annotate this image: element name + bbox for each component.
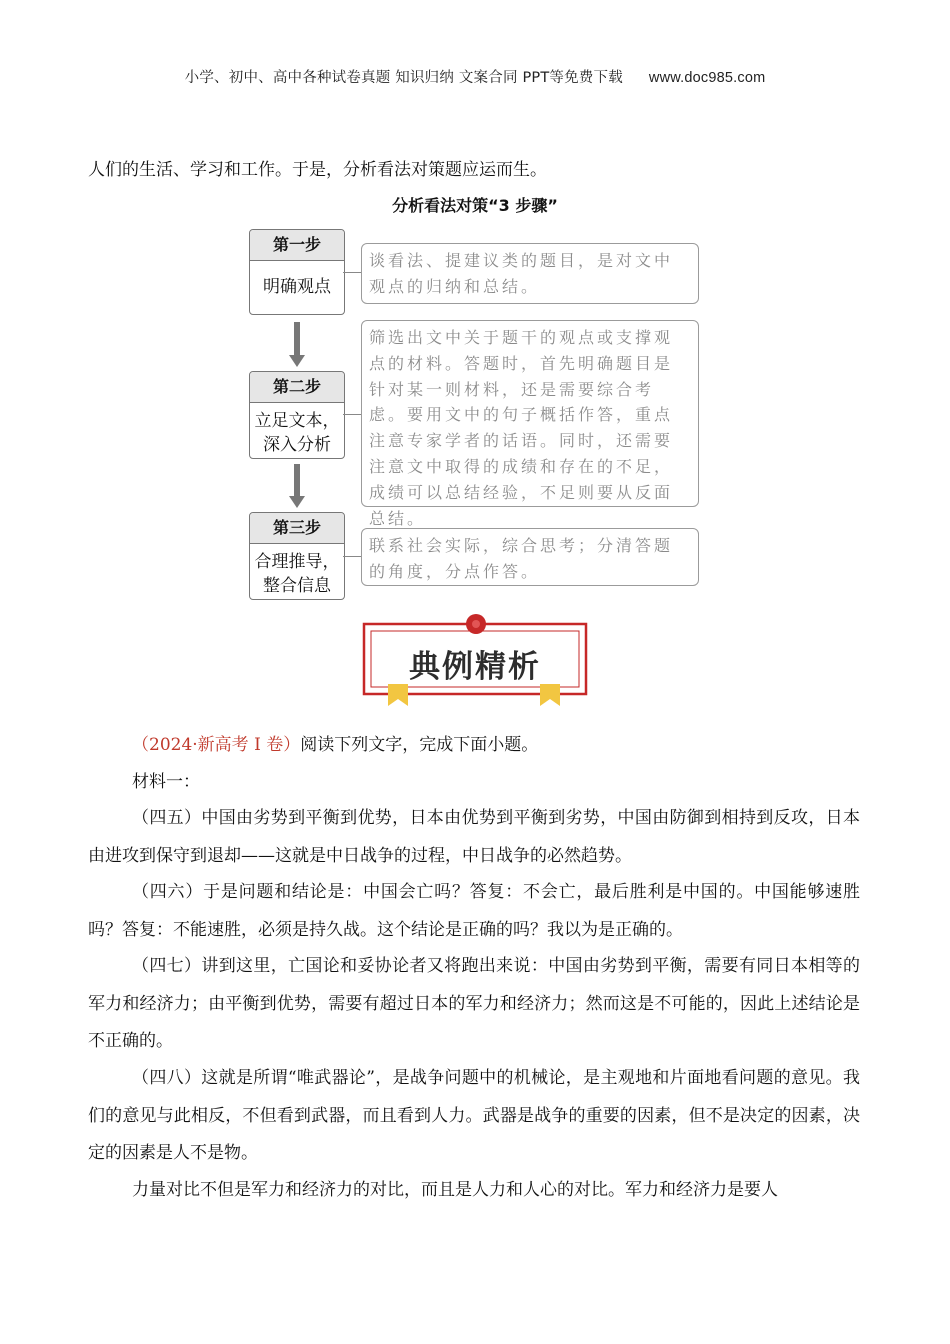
step-2-desc: 筛选出文中关于题干的观点或支撑观点的材料。答题时，首先明确题目是针对某一则材料，还是需要综合考虑。要用文中的句子概括作答，重点注意专家学者的话语。同时，还需要注意文中取得的成绩和存在的不足，成绩可以总结经验，不足则要从反面总结。: [361, 320, 699, 507]
step-3-connector: [343, 556, 361, 557]
arrow-2-shaft: [294, 464, 300, 498]
step-3-body: 合理推导， 整合信息: [254, 552, 340, 596]
section-banner: [362, 614, 590, 709]
step-1-head: 第一步: [250, 230, 344, 261]
step-1-body: 明确观点: [263, 277, 331, 297]
paragraph-48: （四八）这就是所谓“唯武器论”，是战争问题中的机械论，是主观地和片面地看问题的意见。我们的意见与此相反，不但看到武器，而且看到人力。武器是战争的重要的因素，但不是决定的因素，决定的因素是人不是物。: [88, 1068, 860, 1163]
material-label: 材料一：: [132, 772, 200, 792]
chart-title: 分析看法对策“3 步骤”: [392, 196, 558, 215]
header-site[interactable]: www.doc985.com: [648, 70, 766, 86]
step-2-head: 第二步: [250, 372, 344, 403]
paragraph-45: （四五）中国由劣势到平衡到优势，日本由优势到平衡到劣势，中国由防御到相持到反攻，日本由进攻到保守到退却——这就是中日战争的过程，中日战争的必然趋势。: [88, 808, 860, 866]
banner-title: 典例精析: [409, 649, 541, 685]
step-1-connector: [343, 272, 361, 273]
step-1-desc: 谈看法、提建议类的题目，是对文中观点的归纳和总结。: [361, 243, 699, 304]
paragraph-46: （四六）于是问题和结论是：中国会亡吗？答复：不会亡，最后胜利是中国的。中国能够速胜吗？答复：不能速胜，必须是持久战。这个结论是正确的吗？我以为是正确的。: [88, 882, 860, 940]
paragraph-power: 力量对比不但是军力和经济力的对比，而且是人力和人心的对比。军力和经济力是要人: [132, 1180, 778, 1200]
step-1-box: [249, 229, 345, 315]
arrow-down-icon: [289, 355, 305, 367]
page-header: [0, 66, 950, 87]
arrow-1-shaft: [294, 322, 300, 357]
arrow-down-icon: [289, 496, 305, 508]
step-3-desc: 联系社会实际，综合思考；分清答题的角度，分点作答。: [361, 528, 699, 586]
question-line: [88, 727, 860, 765]
question-source: （2024·新高考 I 卷）: [132, 735, 301, 755]
step-2-body: 立足文本， 深入分析: [254, 411, 340, 455]
paragraph-47: （四七）讲到这里，亡国论和妥协论者又将跑出来说：中国由劣势到平衡，需要有同日本相等的军力和经济力；由平衡到优势，需要有超过日本的军力和经济力；然而这是不可能的，因此上述结论是不正确的。: [88, 956, 860, 1051]
intro-line: 人们的生活、学习和工作。于是，分析看法对策题应运而生。: [88, 160, 547, 180]
question-text: 阅读下列文字，完成下面小题。: [300, 735, 539, 755]
step-3-head: 第三步: [250, 513, 344, 544]
header-text: 小学、初中、高中各种试卷真题 知识归纳 文案合同 PPT等免费下载: [184, 70, 623, 86]
step-3-box: [249, 512, 345, 600]
step-2-connector: [343, 414, 361, 415]
step-2-box: [249, 371, 345, 459]
